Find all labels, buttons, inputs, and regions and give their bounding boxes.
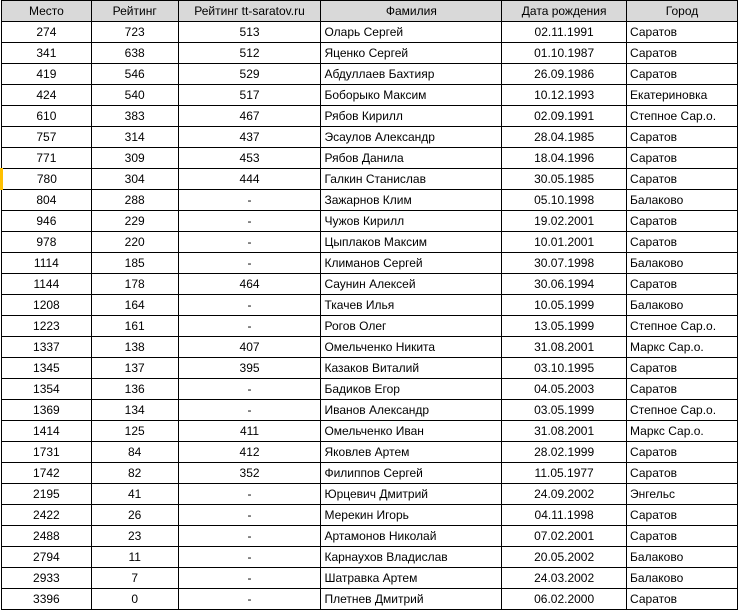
table-row	[2, 421, 738, 442]
cell-city: Саратов	[627, 43, 738, 64]
cell-surname: Шатравка Артем	[321, 568, 502, 589]
cell-rating-site: 453	[178, 148, 321, 169]
cell-rating-site: 513	[178, 22, 321, 43]
cell-surname: Ткачев Илья	[321, 295, 502, 316]
cell-place: 780	[2, 169, 92, 190]
table-row	[2, 295, 738, 316]
cell-place: 1369	[2, 400, 92, 421]
cell-city: Саратов	[627, 379, 738, 400]
cell-city: Саратов	[627, 505, 738, 526]
cell-rating-site: -	[178, 547, 321, 568]
table-row	[2, 148, 738, 169]
cell-surname: Рябов Кирилл	[321, 106, 502, 127]
col-header-place: Место	[2, 1, 92, 22]
cell-rating: 220	[91, 232, 178, 253]
cell-city: Саратов	[627, 232, 738, 253]
cell-city: Балаково	[627, 253, 738, 274]
cell-place: 610	[2, 106, 92, 127]
cell-surname: Рябов Данила	[321, 148, 502, 169]
cell-place: 978	[2, 232, 92, 253]
cell-surname: Рогов Олег	[321, 316, 502, 337]
cell-rating-site: -	[178, 211, 321, 232]
cell-rating: 383	[91, 106, 178, 127]
col-header-rating-site: Рейтинг tt-saratov.ru	[178, 1, 321, 22]
cell-rating: 229	[91, 211, 178, 232]
cell-city: Энгельс	[627, 484, 738, 505]
cell-place: 1414	[2, 421, 92, 442]
cell-rating: 723	[91, 22, 178, 43]
cell-city: Степное Сар.о.	[627, 106, 738, 127]
table-row	[2, 379, 738, 400]
table-row	[2, 547, 738, 568]
table-row	[2, 211, 738, 232]
cell-surname: Саунин Алексей	[321, 274, 502, 295]
cell-surname: Чужов Кирилл	[321, 211, 502, 232]
cell-place: 1731	[2, 442, 92, 463]
cell-birthdate: 05.10.1998	[502, 190, 627, 211]
cell-rating-site: 412	[178, 442, 321, 463]
cell-place: 3396	[2, 589, 92, 610]
cell-rating-site: 437	[178, 127, 321, 148]
cell-birthdate: 10.12.1993	[502, 85, 627, 106]
table-row	[2, 43, 738, 64]
cell-rating-site: -	[178, 190, 321, 211]
cell-rating: 185	[91, 253, 178, 274]
cell-surname: Боборыко Максим	[321, 85, 502, 106]
cell-surname: Филиппов Сергей	[321, 463, 502, 484]
cell-place: 341	[2, 43, 92, 64]
cell-place: 1337	[2, 337, 92, 358]
cell-surname: Эсаулов Александр	[321, 127, 502, 148]
cell-birthdate: 26.09.1986	[502, 64, 627, 85]
table-row	[2, 568, 738, 589]
cell-surname: Карнаухов Владислав	[321, 547, 502, 568]
cell-rating-site: 517	[178, 85, 321, 106]
cell-birthdate: 10.01.2001	[502, 232, 627, 253]
cell-birthdate: 13.05.1999	[502, 316, 627, 337]
cell-place: 424	[2, 85, 92, 106]
cell-rating-site: -	[178, 526, 321, 547]
cell-rating-site: 529	[178, 64, 321, 85]
cell-rating-site: -	[178, 295, 321, 316]
cell-rating: 7	[91, 568, 178, 589]
cell-birthdate: 30.07.1998	[502, 253, 627, 274]
cell-place: 1114	[2, 253, 92, 274]
col-header-birthdate: Дата рождения	[502, 1, 627, 22]
cell-rating: 0	[91, 589, 178, 610]
table-row	[2, 106, 738, 127]
cell-rating: 134	[91, 400, 178, 421]
cell-rating: 546	[91, 64, 178, 85]
table-row	[2, 64, 738, 85]
cell-rating-site: -	[178, 379, 321, 400]
cell-rating-site: 444	[178, 169, 321, 190]
cell-rating-site: 467	[178, 106, 321, 127]
cell-birthdate: 31.08.2001	[502, 337, 627, 358]
cell-city: Саратов	[627, 148, 738, 169]
cell-surname: Бадиков Егор	[321, 379, 502, 400]
cell-rating-site: 464	[178, 274, 321, 295]
cell-rating: 638	[91, 43, 178, 64]
cell-birthdate: 03.10.1995	[502, 358, 627, 379]
table-row	[2, 22, 738, 43]
table-row	[2, 127, 738, 148]
cell-place: 1345	[2, 358, 92, 379]
cell-city: Балаково	[627, 547, 738, 568]
cell-birthdate: 01.10.1987	[502, 43, 627, 64]
cell-birthdate: 24.03.2002	[502, 568, 627, 589]
cell-place: 2195	[2, 484, 92, 505]
cell-surname: Цыплаков Максим	[321, 232, 502, 253]
cell-place: 757	[2, 127, 92, 148]
cell-rating: 309	[91, 148, 178, 169]
cell-city: Маркс Сар.о.	[627, 337, 738, 358]
cell-city: Саратов	[627, 358, 738, 379]
cell-city: Балаково	[627, 190, 738, 211]
cell-surname: Галкин Станислав	[321, 169, 502, 190]
cell-rating: 23	[91, 526, 178, 547]
cell-place: 2488	[2, 526, 92, 547]
cell-birthdate: 02.09.1991	[502, 106, 627, 127]
cell-place: 946	[2, 211, 92, 232]
cell-rating-site: -	[178, 400, 321, 421]
cell-birthdate: 10.05.1999	[502, 295, 627, 316]
cell-city: Саратов	[627, 442, 738, 463]
cell-birthdate: 04.05.2003	[502, 379, 627, 400]
table-row	[2, 505, 738, 526]
cell-surname: Юрцевич Дмитрий	[321, 484, 502, 505]
cell-city: Саратов	[627, 274, 738, 295]
cell-city: Степное Сар.о.	[627, 316, 738, 337]
cell-surname: Яценко Сергей	[321, 43, 502, 64]
table-row	[2, 232, 738, 253]
cell-place: 1144	[2, 274, 92, 295]
cell-rating: 178	[91, 274, 178, 295]
cell-birthdate: 20.05.2002	[502, 547, 627, 568]
cell-rating-site: 411	[178, 421, 321, 442]
cell-city: Саратов	[627, 127, 738, 148]
table-row	[2, 169, 738, 190]
cell-place: 419	[2, 64, 92, 85]
cell-city: Степное Сар.о.	[627, 400, 738, 421]
col-header-surname: Фамилия	[321, 1, 502, 22]
cell-surname: Абдуллаев Бахтияр	[321, 64, 502, 85]
table-row	[2, 400, 738, 421]
cell-birthdate: 06.02.2000	[502, 589, 627, 610]
cell-surname: Яковлев Артем	[321, 442, 502, 463]
cell-place: 1354	[2, 379, 92, 400]
cell-place: 274	[2, 22, 92, 43]
cell-birthdate: 18.04.1996	[502, 148, 627, 169]
cell-birthdate: 28.02.1999	[502, 442, 627, 463]
cell-birthdate: 02.11.1991	[502, 22, 627, 43]
cell-birthdate: 28.04.1985	[502, 127, 627, 148]
cell-rating-site: -	[178, 484, 321, 505]
cell-birthdate: 24.09.2002	[502, 484, 627, 505]
cell-surname: Зажарнов Клим	[321, 190, 502, 211]
cell-place: 2794	[2, 547, 92, 568]
cell-birthdate: 03.05.1999	[502, 400, 627, 421]
cell-birthdate: 04.11.1998	[502, 505, 627, 526]
header-row	[2, 1, 738, 22]
table-row	[2, 274, 738, 295]
cell-rating-site: -	[178, 568, 321, 589]
cell-place: 771	[2, 148, 92, 169]
cell-rating-site: -	[178, 232, 321, 253]
cell-place: 2422	[2, 505, 92, 526]
cell-city: Саратов	[627, 589, 738, 610]
cell-rating: 125	[91, 421, 178, 442]
table-row	[2, 463, 738, 484]
cell-rating-site: -	[178, 589, 321, 610]
cell-rating-site: 512	[178, 43, 321, 64]
cell-place: 804	[2, 190, 92, 211]
table-row	[2, 316, 738, 337]
cell-rating: 137	[91, 358, 178, 379]
table-row	[2, 442, 738, 463]
cell-rating-site: -	[178, 505, 321, 526]
cell-city: Саратов	[627, 22, 738, 43]
cell-rating-site: -	[178, 253, 321, 274]
cell-city: Саратов	[627, 526, 738, 547]
col-header-city: Город	[627, 1, 738, 22]
cell-rating-site: -	[178, 316, 321, 337]
cell-city: Маркс Сар.о.	[627, 421, 738, 442]
table-row	[2, 526, 738, 547]
cell-surname: Плетнев Дмитрий	[321, 589, 502, 610]
cell-surname: Артамонов Николай	[321, 526, 502, 547]
cell-rating-site: 395	[178, 358, 321, 379]
cell-surname: Иванов Александр	[321, 400, 502, 421]
cell-rating: 84	[91, 442, 178, 463]
cell-birthdate: 11.05.1977	[502, 463, 627, 484]
table-row	[2, 358, 738, 379]
cell-rating: 304	[91, 169, 178, 190]
table-row	[2, 337, 738, 358]
cell-city: Балаково	[627, 295, 738, 316]
cell-city: Саратов	[627, 169, 738, 190]
table-row	[2, 190, 738, 211]
cell-city: Саратов	[627, 211, 738, 232]
cell-surname: Омельченко Иван	[321, 421, 502, 442]
cell-place: 1742	[2, 463, 92, 484]
cell-rating: 11	[91, 547, 178, 568]
cell-rating: 164	[91, 295, 178, 316]
cell-surname: Омельченко Никита	[321, 337, 502, 358]
cell-rating: 314	[91, 127, 178, 148]
cell-place: 1208	[2, 295, 92, 316]
cell-place: 2933	[2, 568, 92, 589]
cell-surname: Мерекин Игорь	[321, 505, 502, 526]
cell-birthdate: 31.08.2001	[502, 421, 627, 442]
cell-surname: Климанов Сергей	[321, 253, 502, 274]
cell-rating: 540	[91, 85, 178, 106]
table-row	[2, 85, 738, 106]
table-row	[2, 253, 738, 274]
col-header-rating: Рейтинг	[91, 1, 178, 22]
cell-rating-site: 352	[178, 463, 321, 484]
cell-birthdate: 30.05.1985	[502, 169, 627, 190]
cell-city: Балаково	[627, 568, 738, 589]
table-row	[2, 484, 738, 505]
cell-rating: 136	[91, 379, 178, 400]
cell-rating: 288	[91, 190, 178, 211]
cell-place: 1223	[2, 316, 92, 337]
cell-birthdate: 30.06.1994	[502, 274, 627, 295]
cell-rating: 138	[91, 337, 178, 358]
cell-rating: 26	[91, 505, 178, 526]
cell-rating-site: 407	[178, 337, 321, 358]
cell-birthdate: 07.02.2001	[502, 526, 627, 547]
cell-city: Саратов	[627, 463, 738, 484]
cell-city: Екатериновка	[627, 85, 738, 106]
table-row	[2, 589, 738, 610]
cell-rating: 82	[91, 463, 178, 484]
cell-rating: 161	[91, 316, 178, 337]
cell-city: Саратов	[627, 64, 738, 85]
cell-birthdate: 19.02.2001	[502, 211, 627, 232]
cell-rating: 41	[91, 484, 178, 505]
cell-surname: Оларь Сергей	[321, 22, 502, 43]
cell-surname: Казаков Виталий	[321, 358, 502, 379]
